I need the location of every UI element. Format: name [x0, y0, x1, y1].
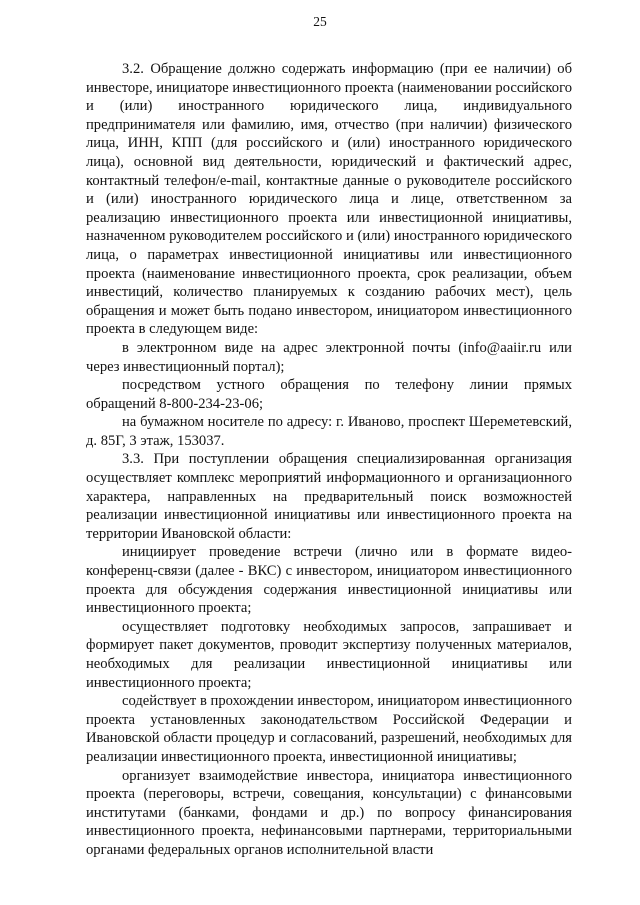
- list-item-requests: осуществляет подготовку необходимых запросов, запрашивает и формирует пакет документов, проводит экспертизу полученных материалов, необходимых для реализации инвестиционной инициативы или инвестиционного проекта;: [86, 618, 572, 691]
- list-item-assistance: содействует в прохождении инвестором, инициатором инвестиционного проекта установленных законодательством Российской Федерации и Ивановской области процедур и согласований, разрешений, необходимых для реализации инвестиционного проекта, инвестиционной инициативы;: [86, 693, 572, 765]
- list-item-paper: на бумажном носителе по адресу: г. Иваново, проспект Шереметевский, д. 85Г, 3 этаж, 153037.: [86, 414, 572, 449]
- paragraph-3-3: 3.3. При поступлении обращения специализированная организация осуществляет комплекс мероприятий информационного и организационного характера, направленных на предварительный поиск возможностей реализации инвестиционной инициативы или инвестиционного проекта на территории Ивановской области:: [86, 451, 572, 542]
- page-number: 25: [313, 14, 327, 29]
- list-item-phone: посредством устного обращения по телефону линии прямых обращений 8-800-234-23-06;: [86, 377, 572, 412]
- list-item-interaction: организует взаимодействие инвестора, инициатора инвестиционного проекта (переговоры, встречи, совещания, консультации) с финансовыми институтами (банками, фондами и др.) по вопросу финансирования инвестиционного проекта, нефинансовыми партнерами, территориальными органами федеральных органов исполнительной власти: [86, 767, 572, 858]
- paragraph-3-2: 3.2. Обращение должно содержать информацию (при ее наличии) об инвесторе, инициаторе инвестиционного проекта (наименовании российского и (или) иностранного юридического лица, индивидуального предпринимателя или фамилию, имя, отчество (при наличии) физического лица, ИНН, КПП (для российского и (или) иностранного юридического лица), основной вид деятельности, юридический и фактический адрес, контактный телефон/e-mail, контактные данные о руководителе российского и (или) иностранного юридического лица и лице, ответственном за реализацию инвестиционного проекта или инвестиционной инициативы, назначенном руководителем российского и (или) иностранного юридического лица, о параметрах инвестиционной инициативы или инвестиционного проекта (наименование инвестиционного проекта, срок реализации, объем инвестиций, количество планируемых к созданию рабочих мест), цель обращения и может быть подано инвестором, инициатором инвестиционного проекта в следующем виде:: [86, 61, 572, 338]
- list-item-meeting: инициирует проведение встречи (лично или в формате видео-конференц-связи (далее - ВКС) с инвестором, инициатором инвестиционного проекта для обсуждения содержания инвестиционной инициативы или инвестиционного проекта;: [86, 544, 572, 617]
- document-body: [86, 60, 572, 860]
- list-item-email: в электронном виде на адрес электронной почты (info@aaiir.ru или через инвестиционный портал);: [86, 339, 572, 375]
